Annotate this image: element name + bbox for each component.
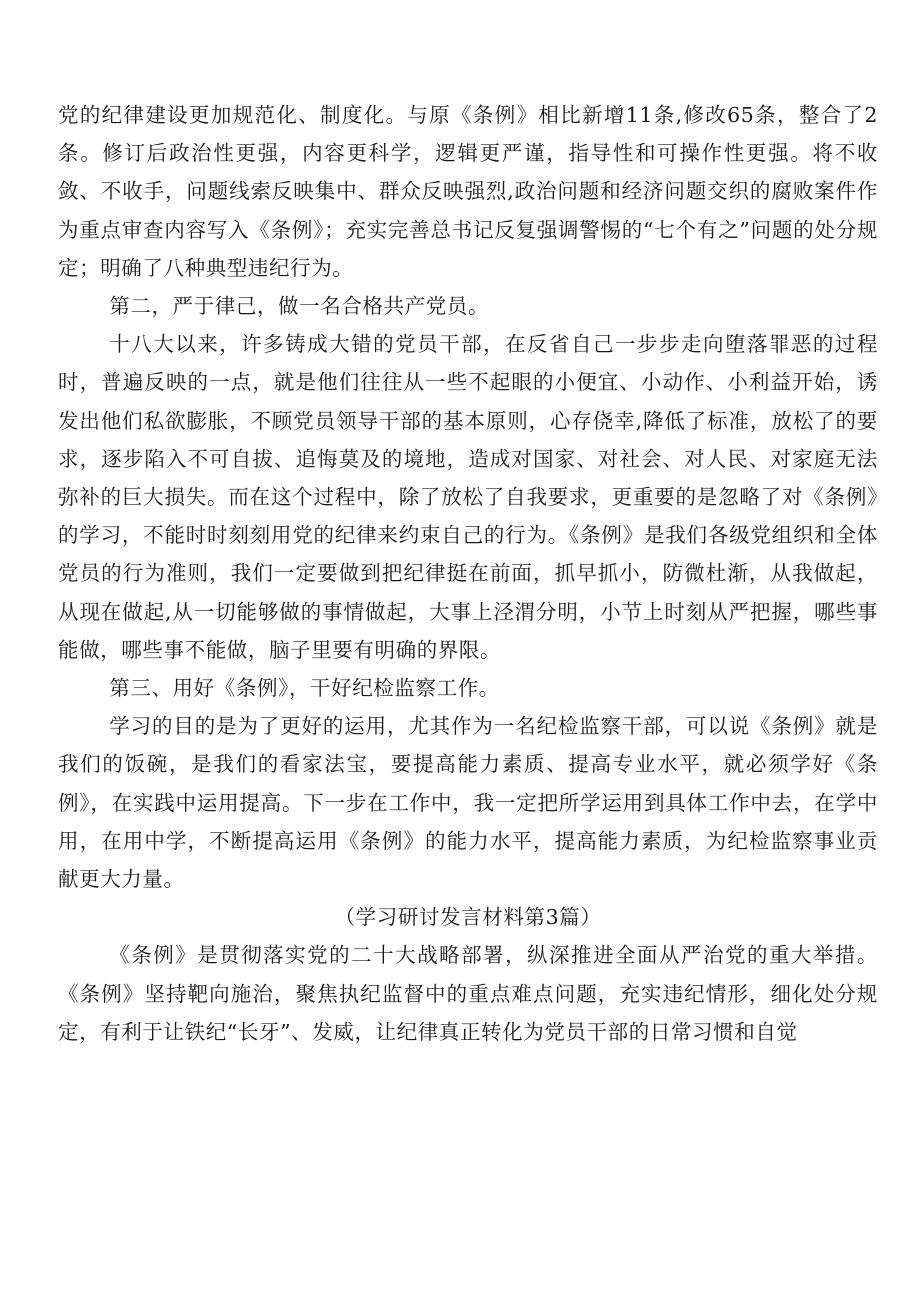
paragraph-article-3-intro: 《条例》是贯彻落实党的二十大战略部署，纵深推进全面从严治党的重大举措。《条例》坚持靶向施治，聚焦执纪监督中的重点难点问题，充实违纪情形，细化处分规定，有利于让铁纪“长牙”、发威，让纪律真正转化为党员干部的日常习惯和自觉 bbox=[58, 943, 878, 1044]
article-title: （学习研讨发言材料第3篇） bbox=[334, 905, 602, 930]
document-body bbox=[58, 96, 878, 1051]
section-heading-third: 第三、用好《条例》，干好纪检监察工作。 bbox=[109, 676, 500, 701]
paragraph-continuation: 党的纪律建设更加规范化、制度化。与原《条例》相比新增11条,修改65条，整合了2条。修订后政治性更强，内容更科学，逻辑更严谨，指导性和可操作性更强。将不收敛、不收手，问题线索反映集中、群众反映强烈,政治问题和经济问题交织的腐败案件作为重点审查内容写入《条例》；充实完善总书记反复强调警惕的“七个有之”问题的处分规定；明确了八种典型违纪行为。 bbox=[58, 103, 878, 280]
section-heading-second: 第二，严于律己，做一名合格共产党员。 bbox=[109, 294, 490, 319]
paragraph-apply-regulations: 学习的目的是为了更好的运用，尤其作为一名纪检监察干部，可以说《条例》就是我们的饭碗，是我们的看家法宝，要提高能力素质、提高专业水平，就必须学好《条例》，在实践中运用提高。下一步在工作中，我一定把所学运用到具体工作中去，在学中用，在用中学，不断提高运用《条例》的能力水平，提高能力素质，为纪检监察事业贡献更大力量。 bbox=[58, 714, 878, 892]
paragraph-self-discipline: 十八大以来，许多铸成大错的党员干部，在反省自己一步步走向堕落罪恶的过程时，普遍反映的一点，就是他们往往从一些不起眼的小便宜、小动作、小利益开始，诱发出他们私欲膨胀，不顾党员领导干部的基本原则，心存侥幸,降低了标准，放松了的要求，逐步陷入不可自拔、追悔莫及的境地，造成对国家、对社会、对人民、对家庭无法弥补的巨大损失。而在这个过程中，除了放松了自我要求，更重要的是忽略了对《条例》的学习，不能时时刻刻用党的纪律来约束自己的行为。《条例》是我们各级党组织和全体党员的行为准则，我们一定要做到把纪律挺在前面，抓早抓小，防微杜渐，从我做起，从现在做起,从一切能够做的事情做起，大事上泾渭分明，小节上时刻从严把握，哪些事能做，哪些事不能做，脑子里要有明确的界限。 bbox=[58, 332, 878, 662]
